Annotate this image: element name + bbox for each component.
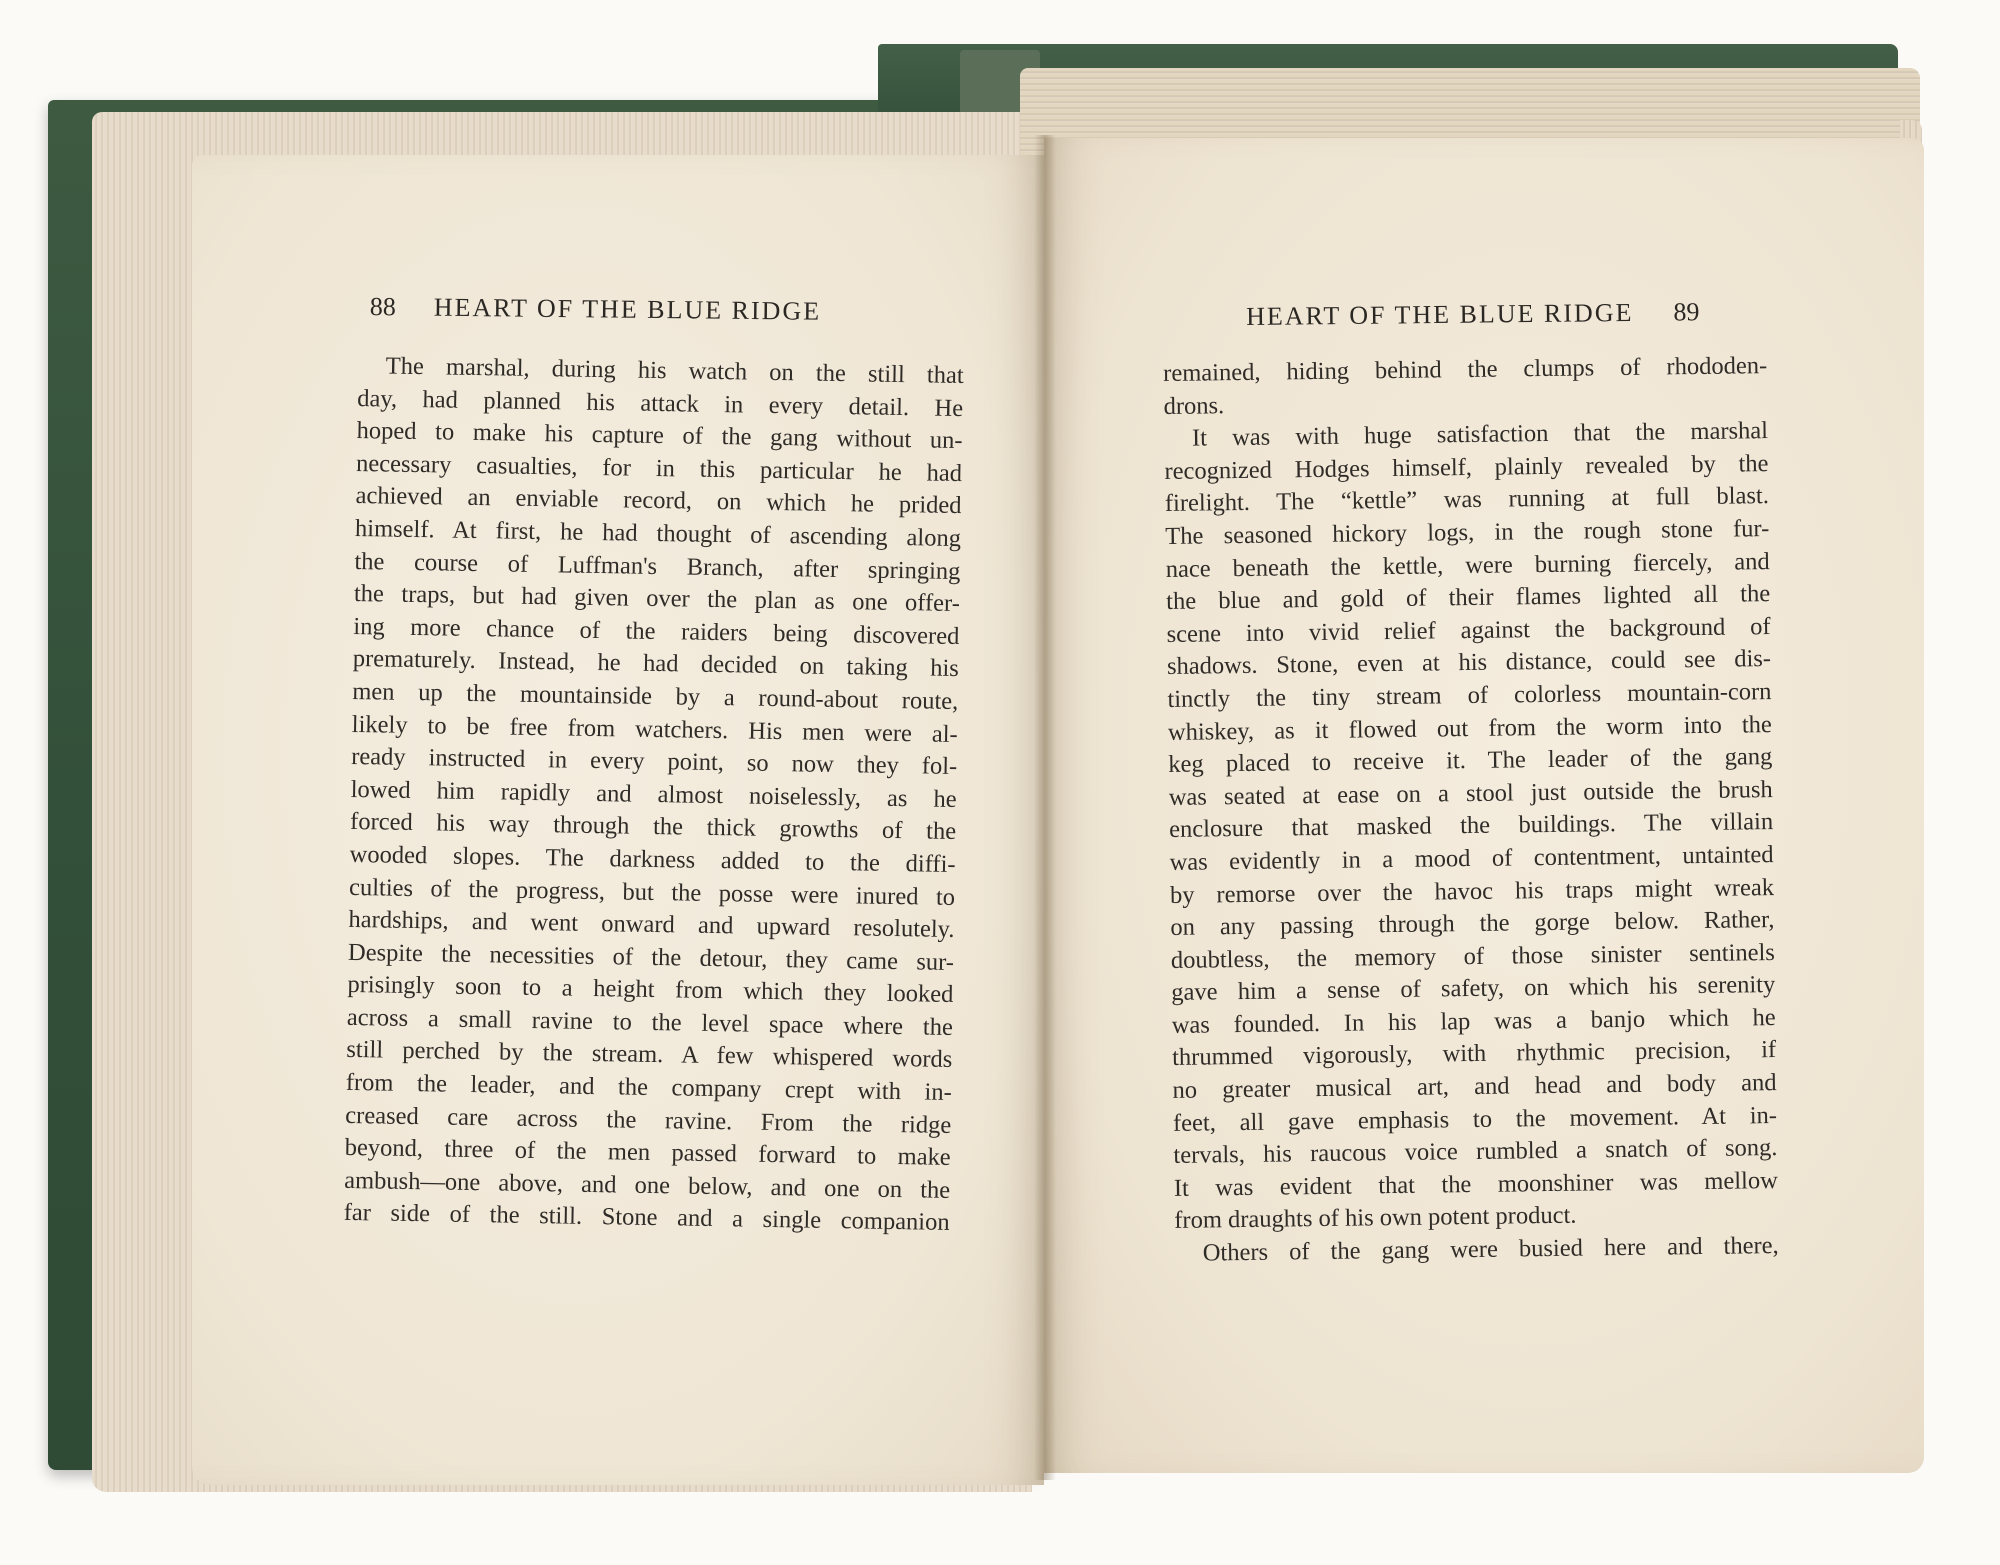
text-line: prisingly soon to a height from which they looked [347, 971, 954, 1009]
text-line: shadows. Stone, even at his distance, could see dis- [1166, 645, 1772, 681]
text-line: lowed him rapidly and almost noiselessly, as he [350, 775, 957, 813]
text-line: gave him a sense of safety, on which his serenity [1171, 971, 1776, 1007]
left-page-number: 88 [369, 292, 396, 322]
left-running-head-title: HEART OF THE BLUE RIDGE [433, 292, 822, 326]
text-line: the traps, but had given over the plan as one offer- [353, 580, 961, 618]
text-line: far side of the still. Stone and a single companion [343, 1199, 950, 1237]
text-line: from draughts of his own potent product. [1174, 1202, 1577, 1235]
text-line: ing more chance of the raiders being discovered [353, 612, 960, 650]
text-line: the blue and gold of their flames lighted all the [1166, 580, 1771, 616]
text-line: ready instructed in every point, so now they fol- [351, 743, 958, 781]
text-line: The marshal, during his watch on the still that [385, 352, 964, 390]
text-line: thrummed vigorously, with rhythmic precision, if [1171, 1036, 1777, 1072]
text-line: men up the mountainside by a round-about route, [352, 677, 959, 715]
text-line: forced his way through the thick growths of the [349, 808, 957, 846]
text-line: Despite the necessities of the detour, they came sur- [347, 938, 955, 976]
text-line: was evidently in a mood of contentment, untainted [1169, 840, 1774, 876]
text-line: the course of Luffman's Branch, after springing [354, 547, 961, 585]
text-line: day, had planned his attack in every detail. He [356, 384, 964, 422]
text-line: was seated at ease on a stool just outside the brush [1168, 775, 1773, 811]
text-line: recognized Hodges himself, plainly revealed by the [1164, 449, 1769, 485]
book-gutter [1034, 135, 1056, 1480]
text-line: tervals, his raucous voice rumbled a snatch of song. [1173, 1134, 1778, 1170]
right-page-number: 89 [1673, 297, 1700, 327]
text-line: hardships, and went onward and upward resolutely. [348, 906, 955, 944]
text-line: himself. At first, he had thought of ascending along [354, 514, 962, 552]
text-line: It was with huge satisfaction that the marshal [1191, 417, 1769, 452]
text-line: by remorse over the havoc his traps might wreak [1169, 873, 1775, 909]
right-running-head-title: HEART OF THE BLUE RIDGE [1246, 297, 1634, 331]
text-line: firelight. The “kettle” was running at full blast. [1164, 482, 1770, 518]
right-page-body [1163, 350, 1779, 1270]
text-line: scene into vivid relief against the background of [1166, 612, 1771, 648]
text-line: It was evident that the moonshiner was mellow [1173, 1166, 1778, 1202]
text-line: wooded slopes. The darkness added to the diffi- [349, 840, 956, 878]
text-line: hoped to make his capture of the gang without un- [356, 417, 963, 455]
text-line: The seasoned hickory logs, in the rough stone fur- [1165, 515, 1770, 550]
left-running-head [370, 292, 822, 327]
right-running-head [1246, 297, 1700, 332]
text-line: whiskey, as it flowed out from the worm into the [1167, 710, 1773, 746]
text-line: beyond, three of the men passed forward to make [344, 1134, 951, 1172]
text-line: Others of the gang were busied here and there, [1202, 1232, 1779, 1267]
text-line: creased care across the ravine. From the ridge [345, 1101, 952, 1139]
text-line: prematurely. Instead, he had decided on taking his [352, 645, 960, 683]
text-line: tinctly the tiny stream of colorless mountain-corn [1167, 678, 1772, 713]
text-line: was founded. In his lap was a banjo which he [1171, 1003, 1776, 1039]
text-line: likely to be free from watchers. His men were al- [351, 710, 958, 748]
text-line: across a small ravine to the level space where the [346, 1003, 954, 1041]
text-line: doubtless, the memory of those sinister sentinels [1170, 938, 1776, 974]
text-line: enclosure that masked the buildings. The villain [1168, 808, 1774, 844]
text-line: no greater musical art, and head and body and [1172, 1069, 1777, 1104]
text-line: achieved an enviable record, on which he prided [355, 482, 962, 520]
text-line: remained, hiding behind the clumps of rhododen- [1163, 352, 1768, 387]
text-line: keg placed to receive it. The leader of the gang [1168, 743, 1773, 779]
text-line: nace beneath the kettle, were burning fiercely, and [1165, 547, 1770, 583]
text-line: feet, all gave emphasis to the movement. At in- [1172, 1101, 1778, 1137]
text-line: ambush—one above, and one below, and one on the [344, 1166, 951, 1204]
text-line: still perched by the stream. A few whispered words [346, 1036, 953, 1074]
left-page-body [343, 350, 964, 1240]
text-line: culties of the progress, but the posse were inured to [348, 873, 956, 911]
text-line: drons. [1163, 391, 1225, 420]
text-line: on any passing through the gorge below. Rather, [1170, 906, 1775, 942]
text-line: from the leader, and the company crept with in- [345, 1068, 952, 1107]
text-line: necessary casualties, for in this particular he had [355, 449, 963, 487]
